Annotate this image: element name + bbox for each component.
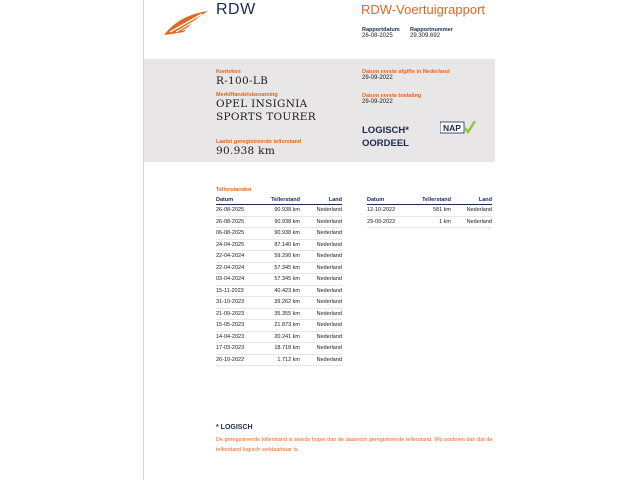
report-title: RDW-Voertuigrapport xyxy=(361,2,486,17)
footnote-text: De geregistreerde tellerstand is steeds hoger dan de daarvoor geregistreerde tellerstand. Wij oordelen dan dat de tellerstand logisch verklaarbaar is. xyxy=(216,437,493,453)
kenteken-value: R-100-LB xyxy=(216,75,269,87)
nap-badge-text: NAP xyxy=(443,123,461,133)
eerste-nl-field xyxy=(362,69,450,81)
cell-tellerstand: 35.355 km xyxy=(260,308,300,320)
cell-tellerstand: 40.423 km xyxy=(260,285,300,297)
rapportnummer-value: 29.309.692 xyxy=(410,33,441,39)
kenteken-label: Kenteken xyxy=(216,69,241,75)
table-row xyxy=(367,216,492,228)
cell-land: Nederland xyxy=(300,354,342,366)
cell-land: Nederland xyxy=(300,285,342,297)
eerste-toelating-label: Datum eerste toelating xyxy=(362,93,422,99)
cell-tellerstand: 39.262 km xyxy=(260,297,300,309)
cell-datum: 15-05-2023 xyxy=(216,320,260,332)
table-row xyxy=(216,262,342,274)
oordeel-line2: OORDEEL xyxy=(362,138,409,149)
table-row xyxy=(367,205,492,217)
col-header-tellerstand: Tellerstand xyxy=(411,195,451,205)
cell-tellerstand: 57.345 km xyxy=(260,262,300,274)
eerste-nl-label: Datum eerste afgifte in Nederland xyxy=(362,69,450,75)
table-row xyxy=(216,331,342,343)
cell-datum: 14-04-2023 xyxy=(216,331,260,343)
cell-datum: 24-04-2025 xyxy=(216,239,260,251)
cell-datum: 26-08-2025 xyxy=(216,205,260,217)
col-header-tellerstand: Tellerstand xyxy=(260,195,300,205)
table-row xyxy=(216,274,342,286)
tellerstanden-table-right xyxy=(367,195,492,228)
col-header-land: Land xyxy=(451,195,492,205)
tellerstanden-table-left xyxy=(216,195,342,366)
merk-value-line1: OPEL INSIGNIA xyxy=(216,98,308,110)
cell-land: Nederland xyxy=(300,308,342,320)
cell-land: Nederland xyxy=(300,262,342,274)
oordeel-line1: LOGISCH* xyxy=(362,125,409,136)
brand-name: RDW xyxy=(216,1,256,18)
eerste-nl-value: 29-09-2022 xyxy=(362,75,393,81)
cell-datum: 26-08-2025 xyxy=(216,216,260,228)
table-row xyxy=(216,297,342,309)
col-header-datum: Datum xyxy=(367,195,411,205)
table-row xyxy=(216,228,342,240)
tellerstand-label: Laatst geregistreerde tellerstand xyxy=(216,139,302,145)
cell-tellerstand: 90.938 km xyxy=(260,228,300,240)
cell-land: Nederland xyxy=(300,205,342,217)
rapportdatum-field xyxy=(362,27,400,39)
cell-tellerstand: 20.241 km xyxy=(260,331,300,343)
table-row xyxy=(216,251,342,263)
tellerstand-field xyxy=(216,139,301,158)
cell-land: Nederland xyxy=(300,216,342,228)
cell-tellerstand: 581 km xyxy=(411,205,451,217)
tellerstand-value: 90.938 km xyxy=(216,145,276,157)
table-row xyxy=(216,205,342,217)
cell-tellerstand: 59.290 km xyxy=(260,251,300,263)
table-row xyxy=(216,308,342,320)
cell-land: Nederland xyxy=(300,331,342,343)
rapportdatum-label: Rapportdatum xyxy=(362,27,400,33)
table-row xyxy=(216,285,342,297)
cell-land: Nederland xyxy=(300,320,342,332)
merk-value-line2: SPORTS TOURER xyxy=(216,111,316,123)
merk-field xyxy=(216,92,316,124)
rapportdatum-value: 26-08-2025 xyxy=(362,33,393,39)
cell-tellerstand: 1.712 km xyxy=(260,354,300,366)
oordeel-block xyxy=(362,124,409,150)
cell-land: Nederland xyxy=(300,239,342,251)
merk-label: Merk/Handelsbenaming xyxy=(216,92,278,98)
report-page xyxy=(143,0,495,480)
cell-datum: 22-04-2024 xyxy=(216,262,260,274)
table-row xyxy=(216,343,342,355)
table-header-row xyxy=(367,195,492,205)
col-header-datum: Datum xyxy=(216,195,260,205)
cell-datum: 15-11-2023 xyxy=(216,285,260,297)
table-row xyxy=(216,216,342,228)
kenteken-field xyxy=(216,69,268,88)
cell-tellerstand: 18.718 km xyxy=(260,343,300,355)
cell-datum: 17-03-2023 xyxy=(216,343,260,355)
cell-datum: 03-04-2024 xyxy=(216,274,260,286)
rapportnummer-field xyxy=(410,27,453,39)
col-header-land: Land xyxy=(300,195,342,205)
cell-tellerstand: 87.140 km xyxy=(260,239,300,251)
cell-land: Nederland xyxy=(300,228,342,240)
cell-datum: 31-10-2023 xyxy=(216,297,260,309)
cell-land: Nederland xyxy=(451,216,492,228)
tellerstanden-title: Tellerstanden xyxy=(216,187,252,193)
eerste-toelating-field xyxy=(362,93,421,105)
cell-land: Nederland xyxy=(300,274,342,286)
rapportnummer-label: Rapportnummer xyxy=(410,27,453,33)
cell-land: Nederland xyxy=(451,205,492,217)
cell-datum: 22-04-2024 xyxy=(216,251,260,263)
cell-tellerstand: 57.345 km xyxy=(260,274,300,286)
table-row xyxy=(216,320,342,332)
nap-check-icon xyxy=(440,121,476,134)
eerste-toelating-value: 29-09-2022 xyxy=(362,99,393,105)
cell-datum: 26-10-2022 xyxy=(216,354,260,366)
rdw-logo-icon xyxy=(162,8,210,38)
cell-tellerstand: 90.938 km xyxy=(260,216,300,228)
table-row xyxy=(216,239,342,251)
cell-land: Nederland xyxy=(300,343,342,355)
cell-land: Nederland xyxy=(300,297,342,309)
cell-tellerstand: 90.938 km xyxy=(260,205,300,217)
table-row xyxy=(216,354,342,366)
cell-datum: 12-10-2022 xyxy=(367,205,411,217)
cell-datum: 06-08-2025 xyxy=(216,228,260,240)
cell-tellerstand: 21.873 km xyxy=(260,320,300,332)
cell-tellerstand: 1 km xyxy=(411,216,451,228)
cell-datum: 21-09-2023 xyxy=(216,308,260,320)
cell-land: Nederland xyxy=(300,251,342,263)
footnote-title: * LOGISCH xyxy=(216,424,253,431)
cell-datum: 29-09-2022 xyxy=(367,216,411,228)
table-header-row xyxy=(216,195,342,205)
